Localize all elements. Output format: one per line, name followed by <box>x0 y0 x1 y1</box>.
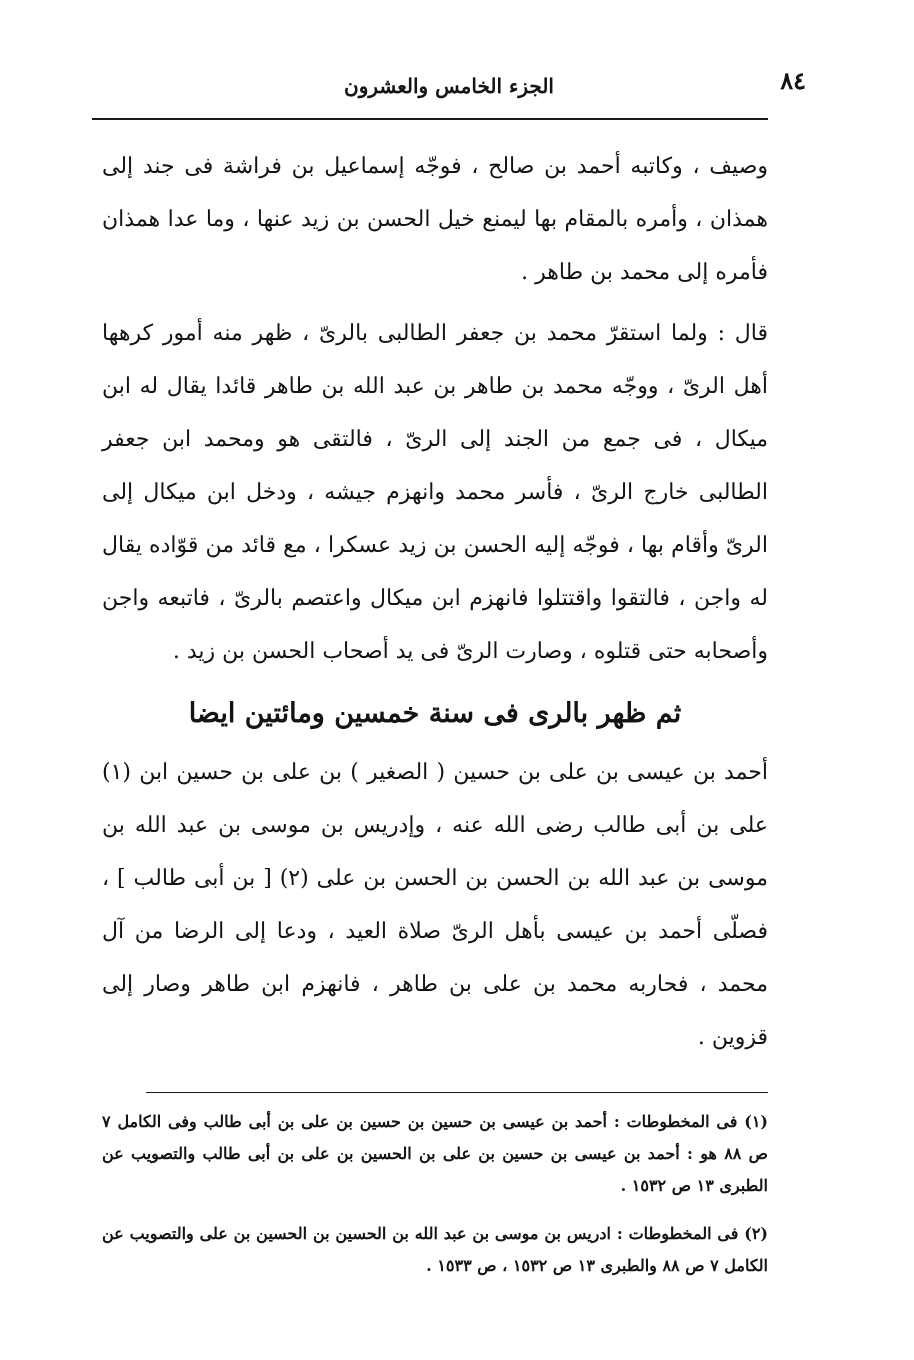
header-rule <box>92 118 768 120</box>
footnotes <box>102 1106 768 1298</box>
paragraph: قال : ولما استقرّ محمد بن جعفر الطالبى بالرىّ ، ظهر منه أمور كرهها أهل الرىّ ، ووجّه محمد بن طاهر بن عبد الله بن طاهر قائدا يقال له ابن ميكال ، فى جمع من الجند إلى الرىّ ، فالتقى هو ومحمد ابن جعفر الطالبى خارج الرىّ ، فأسر محمد وانهزم جيشه ، ودخل ابن ميكال إلى الرىّ وأقام بها ، فوجّه إليه الحسن بن زيد عسكرا ، مع قائد من قوّاده يقال له واجن ، فالتقوا واقتتلوا فانهزم ابن ميكال واعتصم بالرىّ ، فاتبعه واجن وأصحابه حتى قتلوه ، وصارت الرىّ فى يد أصحاب الحسن بن زيد . <box>102 321 768 664</box>
paragraph: أحمد بن عيسى بن على بن حسين ( الصغير ) بن على بن حسين ابن (١) على بن أبى طالب رضى الله عنه ، وإدريس بن موسى بن عبد الله بن موسى بن عبد الله بن الحسن بن الحسن بن على (٢) [ بن أبى طالب ] ، فصلّى أحمد بن عيسى بأهل الرىّ صلاة العيد ، ودعا إلى الرضا من آل محمد ، فحاربه محمد بن على بن طاهر ، فانهزم ابن طاهر وصار إلى قزوين . <box>102 760 768 1050</box>
main-text <box>102 140 768 1064</box>
section-heading: ثم ظهر بالرى فى سنة خمسين ومائتين ايضا <box>188 698 682 729</box>
footnote: (٢) فى المخطوطات : ادريس بن موسى بن عبد الله بن الحسين بن الحسين بن على والتصويب عن الكامل ٧ ص ٨٨ والطبرى ١٣ ص ١٥٣٢ ، ص ١٥٣٣ . <box>102 1224 768 1275</box>
footnote-rule <box>146 1092 768 1093</box>
page-header <box>92 66 806 106</box>
page-number: ٨٤ <box>780 66 806 95</box>
paragraph: وصيف ، وكاتبه أحمد بن صالح ، فوجّه إسماعيل بن فراشة فى جند إلى همذان ، وأمره بالمقام بها ليمنع خيل الحسن بن زيد عنها ، وما عدا همذان فأمره إلى محمد بن طاهر . <box>102 154 768 285</box>
footnote: (١) فى المخطوطات : أحمد بن عيسى بن حسين بن حسين بن على بن أبى طالب وفى الكامل ٧ ص ٨٨ هو : أحمد بن عيسى بن حسين بن على بن الحسين بن على بن أبى طالب والتصويب عن الطبرى ١٣ ص ١٥٣٢ . <box>102 1112 768 1195</box>
running-head: الجزء الخامس والعشرون <box>344 74 554 98</box>
